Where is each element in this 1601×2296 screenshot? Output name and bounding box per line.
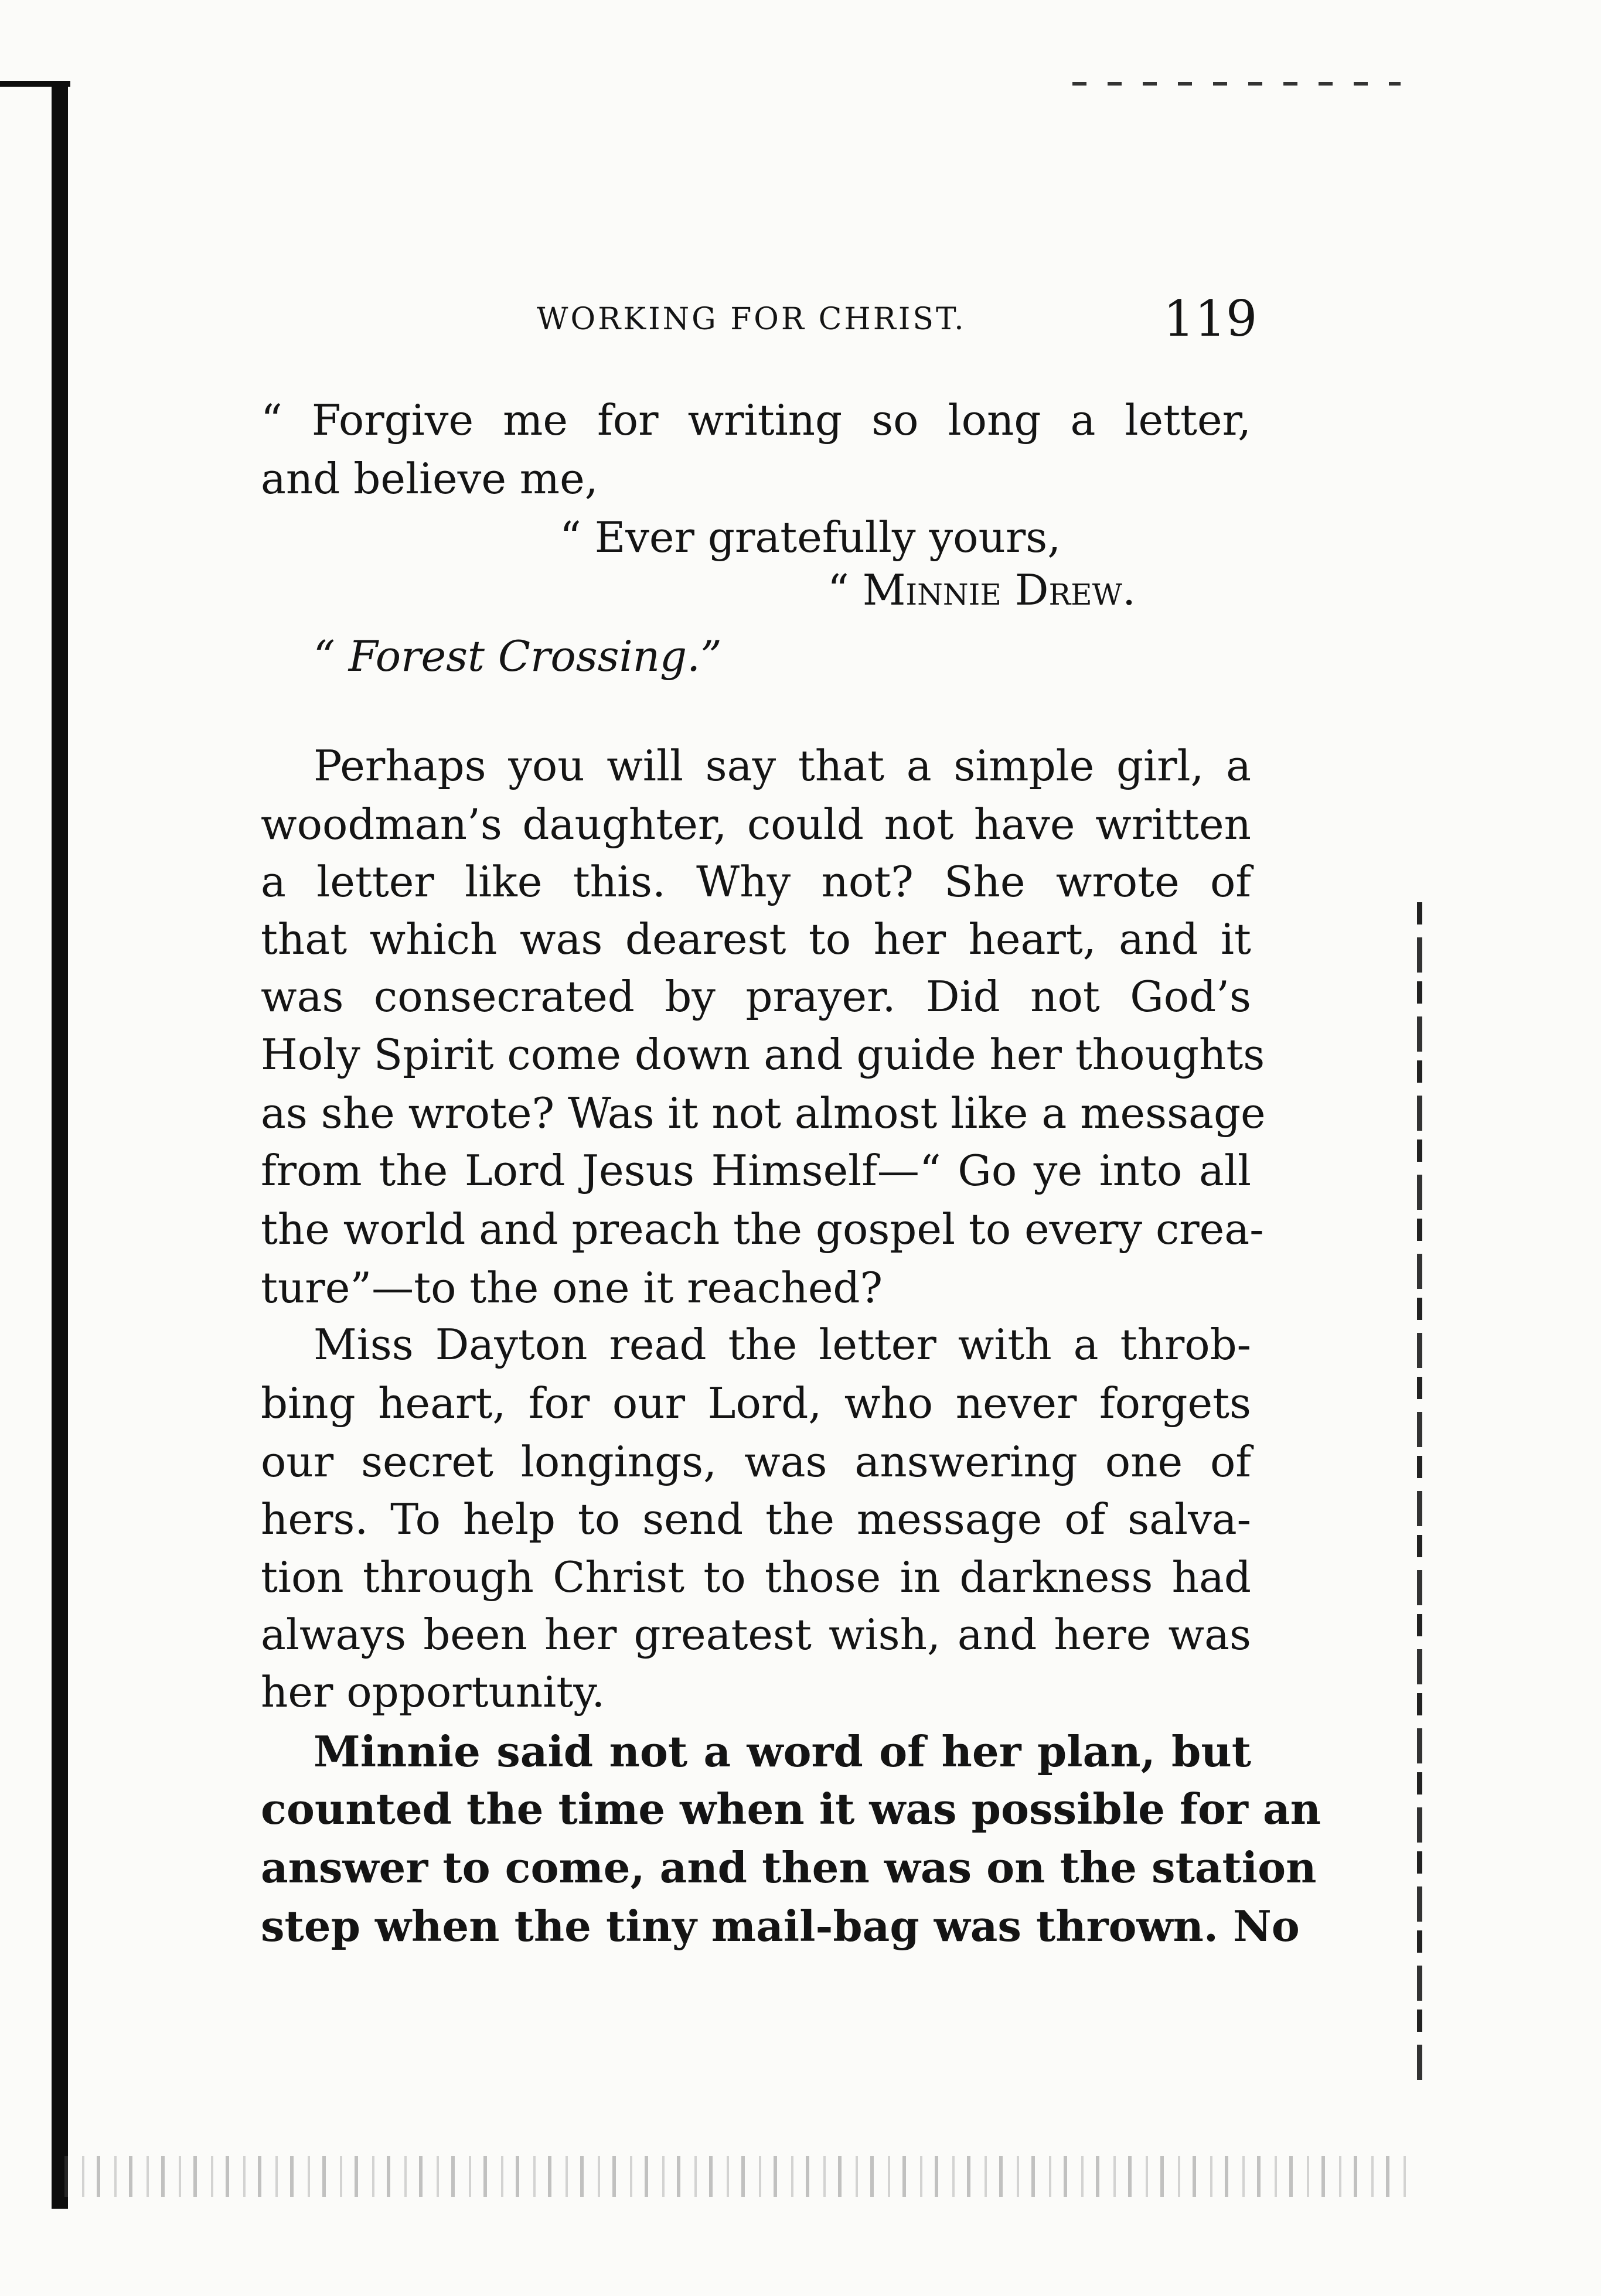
paragraph-line: counted the time when it was possible for an <box>261 1784 1321 1834</box>
paragraph-line: tion through Christ to those in darkness had <box>261 1553 1251 1602</box>
paragraph-line: Holy Spirit come down and guide her thoughts <box>261 1030 1265 1079</box>
letter-signature: “ Minnie Drew. <box>827 565 1136 615</box>
page-header <box>0 290 1601 349</box>
paragraph-line: from the Lord Jesus Himself—“ Go ye into all <box>261 1146 1251 1195</box>
paragraph-line: was consecrated by prayer. Did not God’s <box>261 972 1251 1021</box>
scan-binding-edge <box>52 82 68 2209</box>
paragraph-line: hers. To help to send the message of salva- <box>261 1495 1251 1544</box>
paragraph-line: our secret longings, was answering one of <box>261 1437 1251 1486</box>
paragraph-line: always been her greatest wish, and here was <box>261 1610 1251 1659</box>
paragraph-line: bing heart, for our Lord, who never forgets <box>261 1379 1251 1428</box>
letter-line: and believe me, <box>261 454 598 503</box>
paragraph-line: step when the tiny mail-bag was thrown. No <box>261 1901 1300 1951</box>
letter-closing: “ Ever gratefully yours, <box>560 513 1061 562</box>
page-number: 119 <box>1163 290 1258 347</box>
running-head: WORKING FOR CHRIST. <box>537 302 966 337</box>
letter-place: “ Forest Crossing.” <box>314 632 722 681</box>
paragraph-line: a letter like this. Why not? She wrote of <box>261 857 1251 906</box>
paragraph-line: ture”—to the one it reached? <box>261 1263 883 1312</box>
paragraph-line: woodman’s daughter, could not have written <box>261 800 1251 849</box>
letter-line: “ Forgive me for writing so long a letter, <box>261 395 1251 445</box>
paragraph-line: answer to come, and then was on the station <box>261 1843 1317 1892</box>
paragraph-line: the world and preach the gospel to every crea- <box>261 1205 1264 1254</box>
paragraph-line: her opportunity. <box>261 1667 605 1717</box>
paragraph-line: Perhaps you will say that a simple girl, a <box>314 741 1251 790</box>
paragraph-line: that which was dearest to her heart, and it <box>261 915 1251 964</box>
scan-bottom-noise <box>64 2156 1412 2197</box>
paragraph-line: Miss Dayton read the letter with a throb- <box>314 1320 1251 1369</box>
paragraph-line: Minnie said not a word of her plan, but <box>314 1727 1251 1776</box>
paragraph-line: as she wrote? Was it not almost like a message <box>261 1089 1266 1138</box>
scan-top-marks <box>1072 82 1401 86</box>
scan-right-edge <box>1417 902 1422 2080</box>
